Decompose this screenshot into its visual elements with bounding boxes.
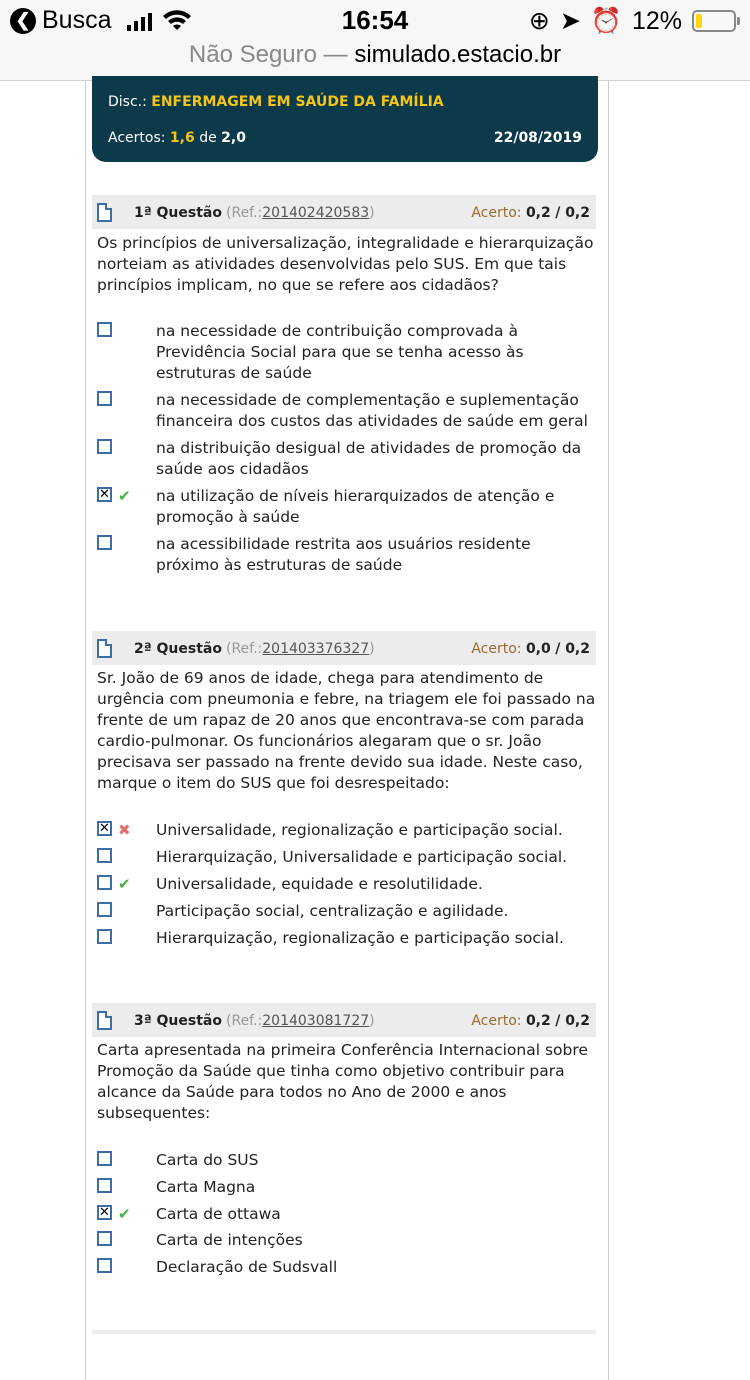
option-checkbox[interactable] — [97, 1258, 112, 1273]
option-checkbox-checked[interactable]: ✕ — [97, 487, 112, 502]
option-text: na necessidade de complementação e suplementação financeira dos custos das atividades de saúde em geral — [156, 391, 588, 430]
option-text: Carta Magna — [156, 1178, 256, 1196]
address-bar[interactable] — [0, 40, 750, 81]
option-text: Participação social, centralização e agilidade. — [156, 902, 509, 920]
option-text: na acessibilidade restrita aos usuários residente próximo às estruturas de saúde — [156, 535, 531, 574]
exam-date: 22/08/2019 — [493, 130, 582, 146]
option-checkbox[interactable] — [97, 1231, 112, 1246]
acertos-total: 2,0 — [221, 130, 246, 146]
rotation-lock-icon: ⊕ — [528, 7, 550, 35]
option-checkbox[interactable] — [97, 848, 112, 863]
option-text: Hierarquização, regionalização e participação social. — [156, 929, 564, 947]
option-checkbox[interactable] — [97, 1151, 112, 1166]
back-arrow-icon: ❮ — [10, 8, 36, 34]
ref-prefix: (Ref.: — [226, 205, 263, 221]
document-icon — [97, 639, 112, 658]
option-text: Carta de intenções — [156, 1231, 303, 1249]
option-text: na utilização de níveis hierarquizados de atenção e promoção à saúde — [156, 487, 555, 526]
exam-summary — [92, 76, 598, 162]
question-title: 3ª Questão — [134, 1013, 222, 1029]
option-text: na necessidade de contribuição comprovada à Previdência Social para que se tenha acesso às estruturas de saúde — [156, 322, 524, 382]
score-value: 0,2 — [525, 1013, 551, 1029]
url-domain: simulado.estacio.br — [354, 41, 562, 68]
correct-check-icon: ✔ — [118, 487, 131, 505]
clock: 16:54 — [341, 5, 409, 35]
score-value: 0,2 — [525, 205, 551, 221]
battery-icon — [692, 10, 736, 32]
ref-suffix: ) — [369, 205, 375, 221]
ref-code-link[interactable]: 201403081727 — [262, 1013, 370, 1029]
document-icon — [97, 203, 112, 222]
next-question-header — [92, 1330, 596, 1334]
option-text: Universalidade, equidade e resolutilidade. — [156, 875, 483, 893]
option-text: Declaração de Sudsvall — [156, 1258, 338, 1276]
acertos-de: de — [199, 130, 217, 146]
score-label: Acerto: — [471, 1013, 522, 1029]
question-header — [92, 195, 596, 229]
ref-prefix: (Ref.: — [226, 641, 263, 657]
option-checkbox[interactable] — [97, 929, 112, 944]
option-checkbox[interactable] — [97, 1178, 112, 1193]
option-text: Hierarquização, Universalidade e participação social. — [156, 848, 568, 866]
location-icon: ➤ — [559, 7, 581, 35]
question-text: Carta apresentada na primeira Conferência Internacional sobre Promoção da Saúde que tinha como objetivo contribuir para alcance da Saúde para todos no Ano de 2000 e anos subsequentes: — [97, 1041, 588, 1122]
ref-suffix: ) — [369, 1013, 375, 1029]
option-checkbox-checked[interactable]: ✕ — [97, 821, 112, 836]
option-text: na distribuição desigual de atividades de promoção da saúde aos cidadãos — [156, 439, 582, 478]
acertos-label: Acertos: — [108, 130, 166, 146]
option-text: Carta de ottawa — [156, 1205, 281, 1223]
ref-prefix: (Ref.: — [226, 1013, 263, 1029]
correct-check-icon: ✔ — [118, 1205, 131, 1223]
question-text: Os princípios de universalização, integralidade e hierarquização norteiam as atividades desenvolvidas pelo SUS. Em que tais princípios implicam, no que se refere aos cidadãos? — [97, 234, 594, 294]
score-label: Acerto: — [471, 641, 522, 657]
question-title: 2ª Questão — [134, 641, 222, 657]
score-total: / 0,2 — [555, 205, 590, 221]
score-total: / 0,2 — [555, 641, 590, 657]
option-checkbox[interactable] — [97, 902, 112, 917]
score-value: 0,0 — [525, 641, 551, 657]
option-checkbox[interactable] — [97, 875, 112, 890]
option-checkbox-checked[interactable]: ✕ — [97, 1205, 112, 1220]
option-checkbox[interactable] — [97, 439, 112, 454]
score-total: / 0,2 — [555, 1013, 590, 1029]
ref-code-link[interactable]: 201403376327 — [262, 641, 370, 657]
wrong-x-icon: ✖ — [118, 821, 131, 839]
document-icon — [97, 1011, 112, 1030]
discipline-name: ENFERMAGEM EM SAÚDE DA FAMÍLIA — [151, 94, 444, 110]
correct-check-icon: ✔ — [118, 875, 131, 893]
question-title: 1ª Questão — [134, 205, 222, 221]
option-checkbox[interactable] — [97, 391, 112, 406]
status-bar — [0, 0, 750, 40]
option-text: Carta do SUS — [156, 1151, 259, 1169]
question-header — [92, 1003, 596, 1037]
not-secure-label: Não Seguro — — [188, 41, 348, 68]
option-checkbox[interactable] — [97, 535, 112, 550]
disc-label: Disc.: — [108, 94, 147, 110]
acertos-value: 1,6 — [169, 130, 195, 146]
battery-percent: 12% — [631, 6, 682, 35]
option-checkbox[interactable] — [97, 322, 112, 337]
score-label: Acerto: — [471, 205, 522, 221]
back-label: Busca — [42, 6, 112, 34]
question-header — [92, 631, 596, 665]
ref-code-link[interactable]: 201402420583 — [262, 205, 370, 221]
ref-suffix: ) — [369, 641, 375, 657]
question-text: Sr. João de 69 anos de idade, chega para atendimento de urgência com pneumonia e febre, na triagem ele foi passado na frente de um rapaz de 20 anos que encontrava-se com parada cardio-pulmonar. Os funcionários alegaram que o sr. João precisava ser passado na frente devido sua idade. Neste caso, marque o item do SUS que foi desrespeitado: — [97, 669, 596, 792]
alarm-icon: ⏰ — [590, 6, 622, 35]
option-text: Universalidade, regionalização e participação social. — [156, 821, 563, 839]
